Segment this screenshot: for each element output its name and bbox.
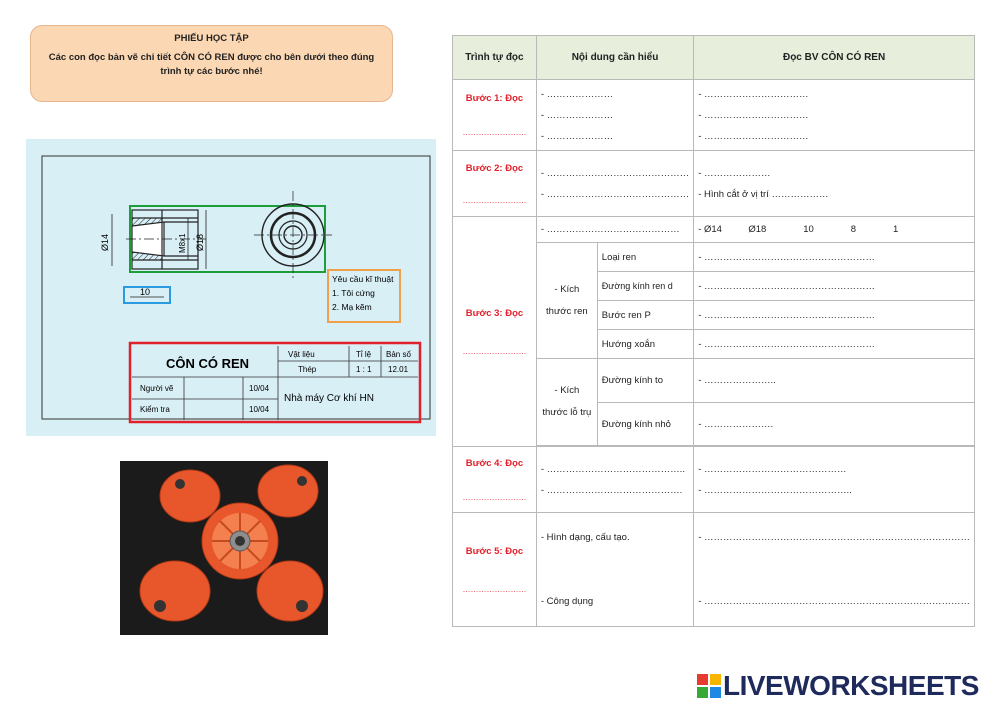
step5-answers	[694, 513, 975, 627]
thread-row-label-diameter: Đường kính ren d	[597, 272, 693, 301]
worksheet-instruction: Các con đọc bản vẽ chi tiết CÔN CÓ REN được cho bên dưới theo đúng trình tự các bước nhé!	[48, 52, 375, 77]
technical-drawing	[26, 139, 436, 436]
req-2: 2. Mạ kẽm	[332, 302, 372, 312]
tb-header-sheet: Bản số	[386, 350, 411, 359]
worksheet-title-box	[30, 25, 393, 102]
product-photo	[120, 461, 328, 635]
thread-row-answer-type[interactable]: - ………………………………………………	[694, 243, 975, 272]
dim-10: 10	[140, 287, 151, 297]
step3-answer-values[interactable]: - Ø14 Ø18 10 8 1	[694, 217, 975, 243]
liveworksheets-logo-icon	[697, 674, 721, 698]
step5-answer-1[interactable]: - …………………………………………………………………………	[698, 531, 970, 543]
tb-company: Nhà máy Cơ khí HN	[284, 393, 374, 404]
step5-content	[536, 513, 693, 627]
step5-cell	[453, 513, 537, 627]
worksheet-title: PHIẾU HỌC TẬP	[174, 33, 249, 44]
step4-blank[interactable]: ……………………	[462, 492, 527, 502]
reading-steps-table	[452, 35, 975, 627]
step2-content-2[interactable]: - ………………………………………	[540, 188, 690, 200]
step5-content-1: - Hình dạng, cấu tạo.	[540, 531, 630, 543]
liveworksheets-logo-text: LIVEWORKSHEETS	[723, 670, 979, 701]
step4-answer-1[interactable]: - ………………………………………	[698, 463, 847, 475]
thread-row-label-direction: Hướng xoắn	[597, 330, 693, 359]
tb-drawn-date: 10/04	[249, 384, 270, 393]
step1-content-1[interactable]: - …………………	[540, 88, 614, 100]
step1-answer-2[interactable]: - ……………………………	[698, 109, 809, 121]
thread-group-label: - Kích thước ren	[536, 243, 597, 359]
tb-drawn-by: Người vẽ	[140, 384, 174, 393]
hole-group-label: - Kích thước lỗ trụ	[536, 359, 597, 446]
tb-checked-by: Kiểm tra	[140, 405, 170, 414]
hole-row-label-large: Đường kính to	[597, 359, 693, 403]
table-row-step5	[453, 513, 975, 627]
req-title: Yêu cầu kĩ thuật	[332, 274, 394, 284]
step4-content-1[interactable]: - ……………………………………..	[540, 463, 685, 475]
step1-blank[interactable]: ……………………	[462, 128, 527, 137]
step5-answer-2[interactable]: - …………………………………………………………………………	[698, 595, 970, 607]
tb-checked-date: 10/04	[249, 405, 270, 414]
dim-phi18: Ø18	[195, 233, 205, 251]
table-row-step4	[453, 447, 975, 513]
step2-content	[536, 151, 693, 217]
table-row-step3-main	[453, 217, 975, 243]
step4-answer-2[interactable]: - ………………………………………..	[698, 484, 852, 496]
step4-content-2[interactable]: - …………………………………….	[540, 484, 683, 496]
step4-answers	[694, 447, 975, 513]
thread-row-answer-direction[interactable]: - ………………………………………………	[694, 330, 975, 359]
step4-label: Bước 4: Đọc	[465, 457, 524, 469]
step2-content-1[interactable]: - ………………………………………	[540, 167, 690, 179]
step1-answer-3[interactable]: - ……………………………	[698, 130, 809, 142]
hole-row-label-small: Đường kính nhỏ	[597, 403, 693, 446]
step1-answer-1[interactable]: - ……………………………	[698, 88, 809, 100]
step2-answer-2[interactable]: - Hình cắt ở vị trí ………………	[698, 188, 829, 200]
step1-cell	[453, 80, 537, 151]
part-name: CÔN CÓ REN	[166, 356, 250, 371]
step3-label: Bước 3: Đọc	[465, 307, 524, 319]
step4-cell	[453, 447, 537, 513]
step2-cell	[453, 151, 537, 217]
red-title-block	[130, 343, 420, 422]
table-header-row	[453, 36, 975, 80]
table-row-step1	[453, 80, 975, 151]
step1-label: Bước 1: Đọc	[465, 93, 524, 104]
step1-content-2[interactable]: - …………………	[540, 109, 614, 121]
hole-row-answer-large[interactable]: - …………………..	[694, 359, 975, 403]
step4-content	[536, 447, 693, 513]
step2-answer-1[interactable]: - …………………	[698, 167, 771, 179]
step2-answers	[694, 151, 975, 217]
hole-row-answer-small[interactable]: - ………………….	[694, 403, 975, 446]
tb-sheet: 12.01	[388, 365, 409, 374]
step2-label: Bước 2: Đọc	[465, 162, 524, 174]
dim-m8x1: M8x1	[178, 233, 187, 253]
step5-content-2: - Công dụng	[540, 595, 594, 607]
step1-content	[536, 80, 693, 151]
step1-answers	[694, 80, 975, 151]
step5-blank[interactable]: ……………………	[462, 584, 527, 594]
step3-blank[interactable]: ……………………	[462, 346, 527, 356]
step2-blank[interactable]: ……………………	[462, 195, 527, 205]
header-step-order: Trình tự đọc	[453, 36, 537, 80]
thread-row-answer-diameter[interactable]: - ………………………………………………	[694, 272, 975, 301]
dim-phi14: Ø14	[100, 233, 110, 251]
tb-header-scale: Tỉ lệ	[356, 350, 372, 359]
thread-row-label-pitch: Bước ren P	[597, 301, 693, 330]
side-view	[254, 191, 332, 279]
tb-header-material: Vật liệu	[288, 350, 315, 359]
table-row-step2	[453, 151, 975, 217]
req-1: 1. Tôi cứng	[332, 288, 375, 298]
header-read-drawing: Đọc BV CÔN CÓ REN	[694, 36, 975, 80]
tb-material: Thép	[298, 365, 317, 374]
tb-scale: 1 : 1	[356, 365, 372, 374]
step1-content-3[interactable]: - …………………	[540, 130, 614, 142]
liveworksheets-logo[interactable]	[697, 672, 979, 700]
step3-content[interactable]: - ……………………………………	[536, 217, 693, 243]
front-view	[126, 210, 206, 269]
thread-row-answer-pitch[interactable]: - ………………………………………………	[694, 301, 975, 330]
header-content: Nội dung cần hiểu	[536, 36, 693, 80]
step5-label: Bước 5: Đọc	[465, 545, 524, 557]
step3-cell	[453, 217, 537, 447]
thread-row-label-type: Loại ren	[597, 243, 693, 272]
